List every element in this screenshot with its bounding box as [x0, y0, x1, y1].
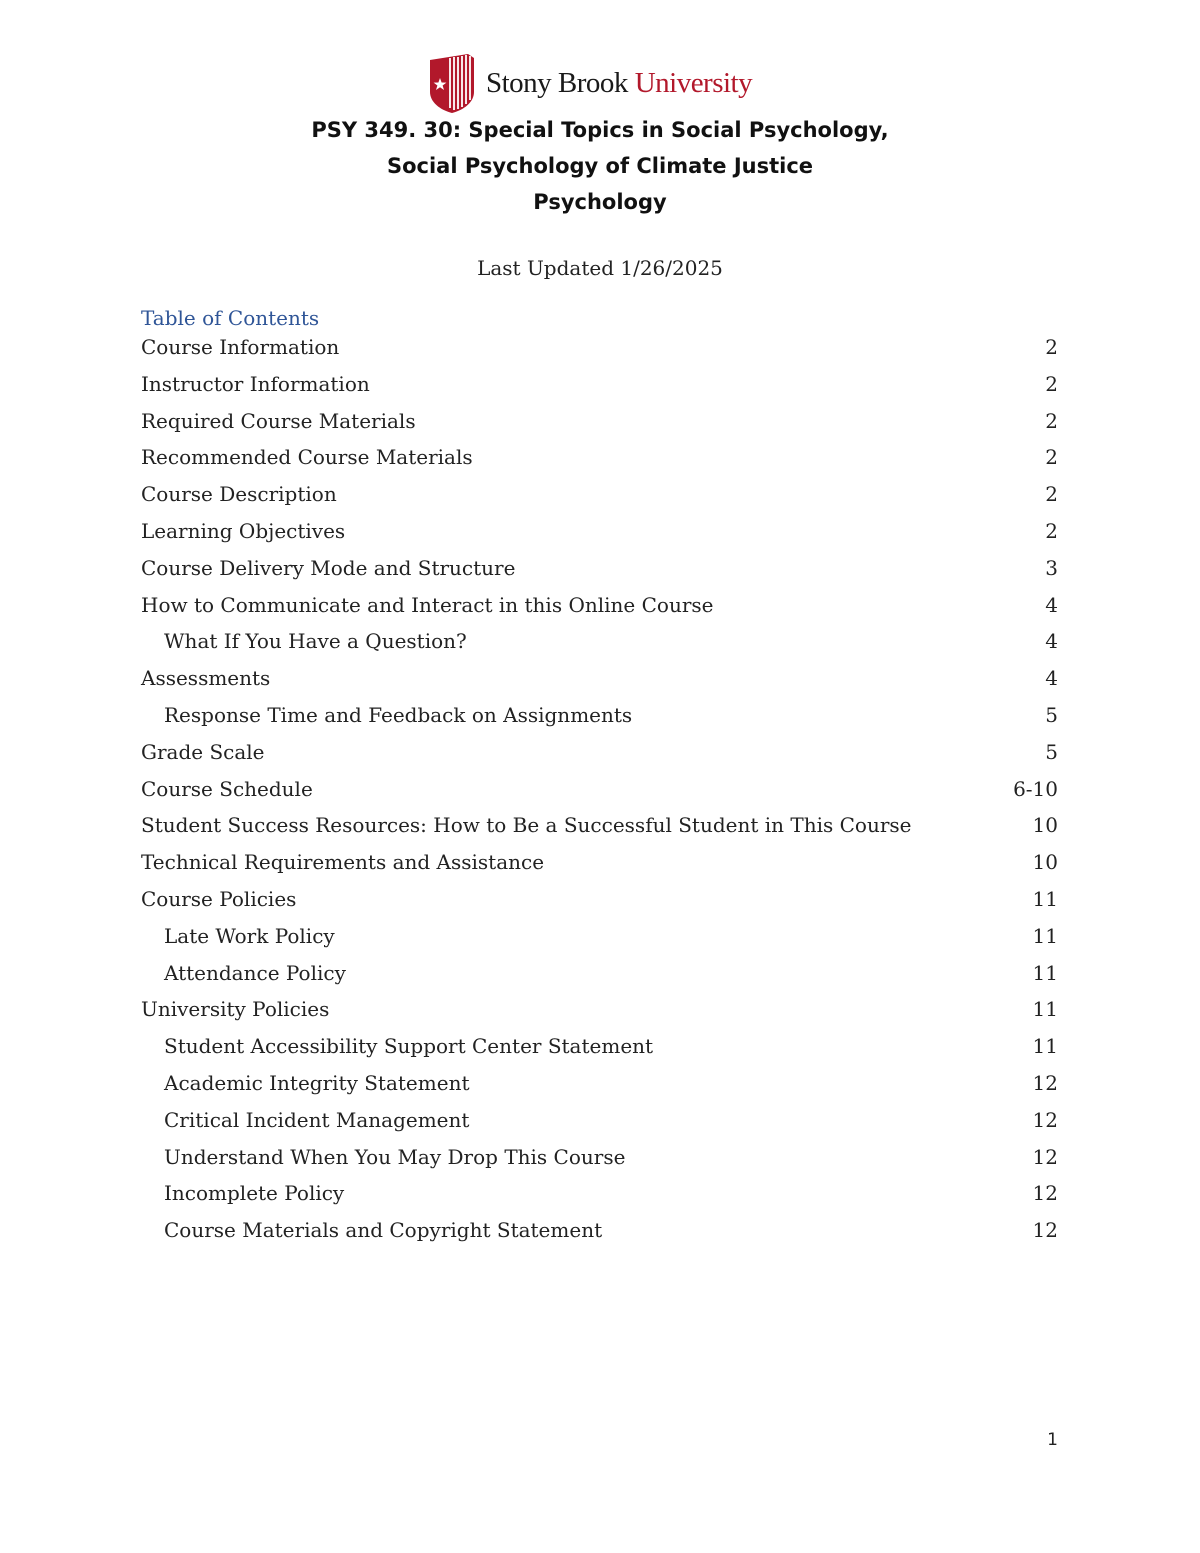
toc-entry-page: 12 — [1032, 1144, 1058, 1169]
toc-entry-label[interactable]: What If You Have a Question? — [164, 629, 467, 654]
toc-entry-label[interactable]: Recommended Course Materials — [141, 445, 473, 470]
toc-entry-page: 6-10 — [1013, 776, 1058, 801]
toc-entry-label[interactable]: Course Schedule — [141, 776, 313, 801]
university-wordmark — [486, 66, 753, 99]
toc-entry-page: 2 — [1045, 518, 1058, 543]
toc-entry[interactable] — [141, 995, 1058, 1032]
toc-entry-page: 12 — [1032, 1070, 1058, 1095]
toc-entry-label[interactable]: Instructor Information — [141, 371, 370, 396]
toc-entry-label[interactable]: Student Accessibility Support Center Statement — [164, 1034, 654, 1059]
toc-entry-label[interactable]: Attendance Policy — [164, 960, 346, 985]
toc-entry-page: 2 — [1045, 445, 1058, 470]
toc-entry-label[interactable]: How to Communicate and Interact in this Online Course — [141, 592, 714, 617]
toc-entry[interactable] — [141, 959, 1058, 996]
table-of-contents — [141, 333, 1058, 1253]
toc-entry-label[interactable]: Course Information — [141, 335, 340, 359]
page-number: 1 — [1047, 1430, 1058, 1450]
toc-entry[interactable] — [141, 627, 1058, 664]
toc-entry-label[interactable]: Required Course Materials — [141, 408, 416, 433]
toc-entry[interactable] — [141, 480, 1058, 517]
toc-entry[interactable] — [141, 1069, 1058, 1106]
toc-entry-page: 2 — [1045, 335, 1058, 359]
toc-entry-label[interactable]: Course Description — [141, 482, 337, 507]
toc-entry-page: 2 — [1045, 371, 1058, 396]
shield-logo-icon — [428, 52, 476, 114]
toc-entry[interactable] — [141, 922, 1058, 959]
toc-entry-label[interactable]: Critical Incident Management — [164, 1107, 470, 1132]
toc-entry-page: 2 — [1045, 482, 1058, 507]
toc-entry-page: 11 — [1032, 886, 1058, 911]
toc-entry[interactable] — [141, 664, 1058, 701]
toc-entry[interactable] — [141, 333, 1058, 370]
toc-entry-label[interactable]: Grade Scale — [141, 739, 265, 764]
toc-entry-label[interactable]: Assessments — [141, 666, 271, 691]
toc-entry[interactable] — [141, 1143, 1058, 1180]
toc-entry-page: 3 — [1045, 555, 1058, 580]
toc-entry-label[interactable]: Understand When You May Drop This Course — [164, 1144, 626, 1169]
toc-entry-page: 5 — [1045, 739, 1058, 764]
toc-entry[interactable] — [141, 1179, 1058, 1216]
toc-entry-label[interactable]: Course Materials and Copyright Statement — [164, 1218, 603, 1243]
toc-entry[interactable] — [141, 775, 1058, 812]
toc-entry[interactable] — [141, 1106, 1058, 1143]
toc-entry[interactable] — [141, 848, 1058, 885]
toc-entry[interactable] — [141, 885, 1058, 922]
university-logo — [428, 52, 752, 114]
department-title: Psychology — [533, 190, 667, 214]
course-title-line2: Social Psychology of Climate Justice — [386, 154, 814, 178]
toc-entry-page: 11 — [1032, 1034, 1058, 1059]
toc-entry-label[interactable]: Course Delivery Mode and Structure — [141, 555, 516, 580]
toc-entry-page: 5 — [1045, 702, 1058, 727]
toc-entry[interactable] — [141, 591, 1058, 628]
toc-entry-page: 11 — [1032, 960, 1058, 985]
toc-entry[interactable] — [141, 738, 1058, 775]
toc-entry-page: 10 — [1032, 813, 1058, 838]
toc-entry-page: 11 — [1032, 923, 1058, 948]
toc-entry-page: 12 — [1032, 1218, 1058, 1243]
toc-entry-label[interactable]: Response Time and Feedback on Assignments — [164, 702, 633, 727]
last-updated: Last Updated 1/26/2025 — [477, 256, 723, 280]
course-title-line1: PSY 349. 30: Special Topics in Social Psychology, — [311, 118, 889, 142]
toc-entry-label[interactable]: Academic Integrity Statement — [164, 1070, 470, 1095]
toc-entry[interactable] — [141, 554, 1058, 591]
toc-entry-label[interactable]: Student Success Resources: How to Be a Successful Student in This Course — [141, 813, 912, 838]
toc-entry-page: 12 — [1032, 1107, 1058, 1132]
toc-entry-label[interactable]: Technical Requirements and Assistance — [141, 850, 545, 875]
toc-entry-page: 2 — [1045, 408, 1058, 433]
toc-entry-label[interactable]: Course Policies — [141, 886, 297, 911]
toc-entry-label[interactable]: Late Work Policy — [164, 923, 335, 948]
toc-entry-page: 10 — [1032, 850, 1058, 875]
toc-entry[interactable] — [141, 1216, 1058, 1253]
toc-entry[interactable] — [141, 811, 1058, 848]
toc-entry-page: 12 — [1032, 1181, 1058, 1206]
wordmark-stony-brook: Stony Brook — [486, 66, 628, 99]
toc-entry[interactable] — [141, 517, 1058, 554]
toc-entry-label[interactable]: Learning Objectives — [141, 518, 346, 543]
toc-entry[interactable] — [141, 370, 1058, 407]
toc-entry[interactable] — [141, 701, 1058, 738]
toc-entry-label[interactable]: Incomplete Policy — [164, 1181, 345, 1206]
toc-entry-page: 4 — [1045, 629, 1058, 654]
toc-entry-page: 4 — [1045, 666, 1058, 691]
wordmark-university: University — [634, 66, 753, 99]
toc-entry[interactable] — [141, 407, 1058, 444]
toc-entry-page: 4 — [1045, 592, 1058, 617]
toc-heading: Table of Contents — [141, 306, 320, 330]
toc-entry[interactable] — [141, 1032, 1058, 1069]
toc-entry-page: 11 — [1032, 997, 1058, 1022]
toc-entry-label[interactable]: University Policies — [141, 997, 330, 1022]
toc-entry[interactable] — [141, 443, 1058, 480]
